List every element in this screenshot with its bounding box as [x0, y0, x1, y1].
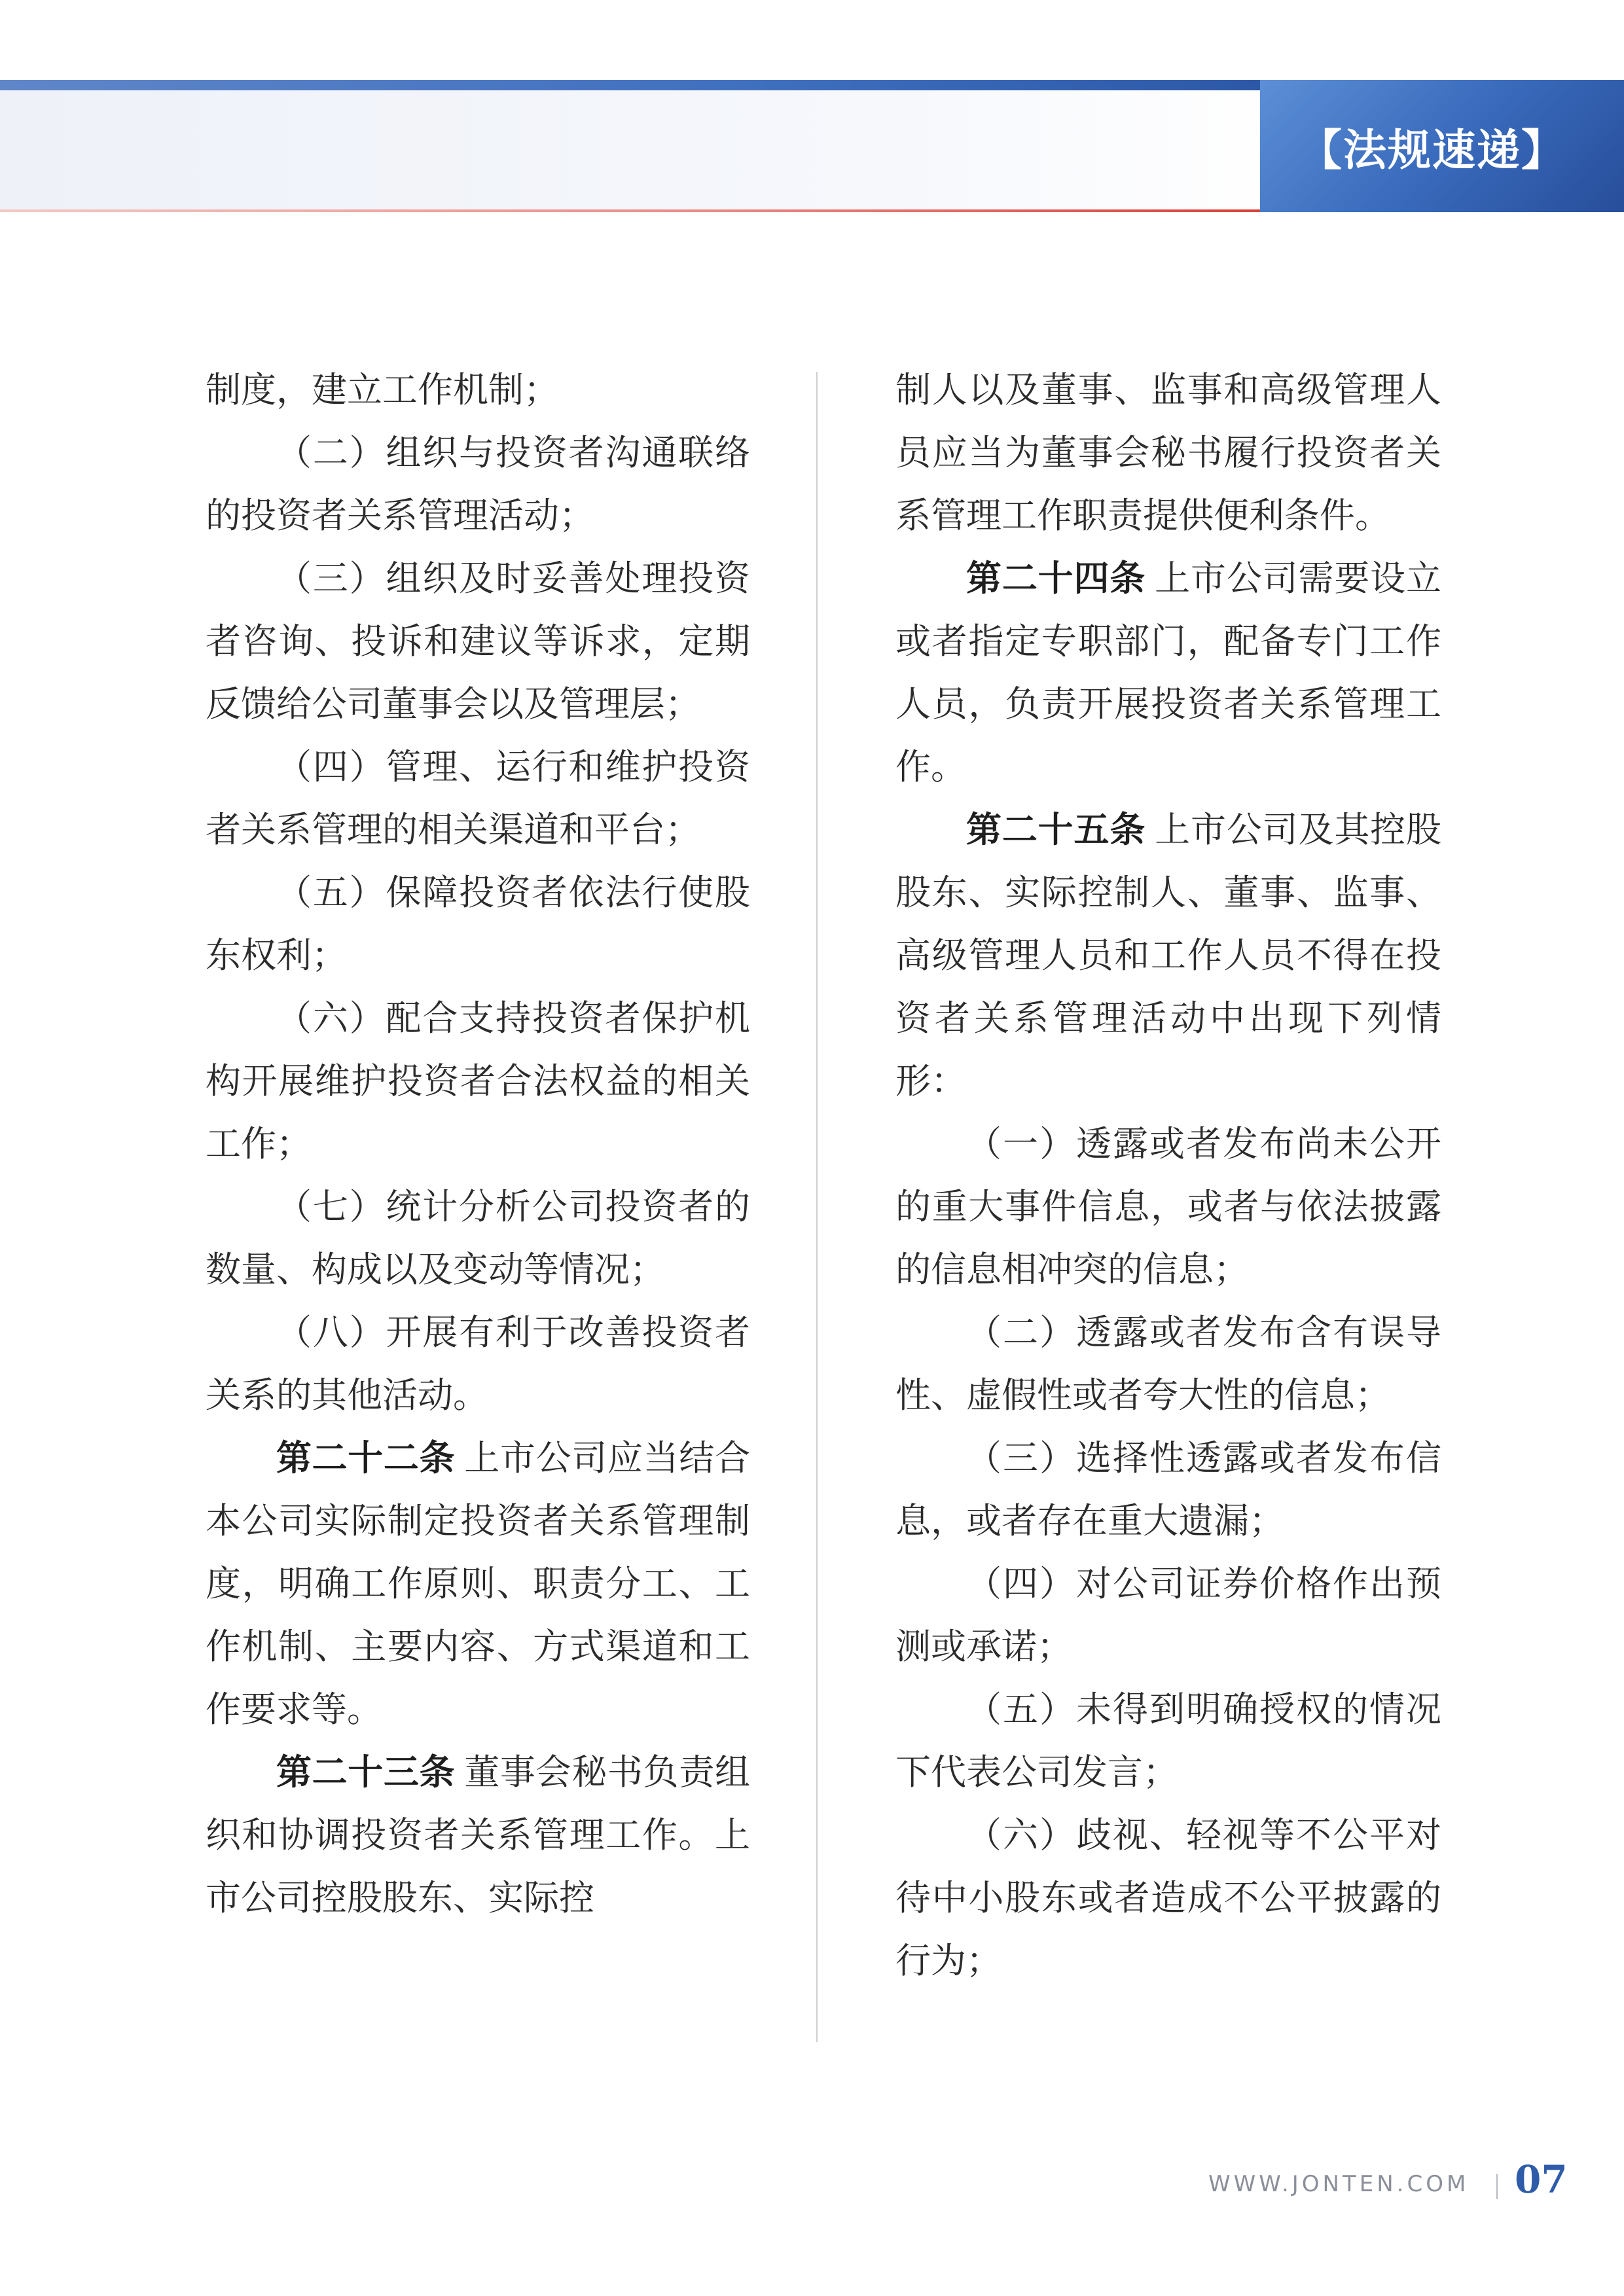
paragraph	[206, 1427, 750, 1741]
paragraph-text: 上市公司应当结合本公司实际制定投资者关系管理制度，明确工作原则、职责分工、工作机制、主要内容、方式渠道和工作要求等。	[206, 1437, 751, 1730]
article-number: 第二十五条	[966, 809, 1146, 850]
paragraph-text: （八）开展有利于改善投资者关系的其他活动。	[206, 1312, 750, 1416]
paragraph-text: 制人以及董事、监事和高级管理人员应当为董事会秘书履行投资者关系管理工作职责提供便利条件。	[895, 369, 1441, 536]
paragraph	[895, 1804, 1441, 1992]
paragraph	[206, 861, 750, 987]
page-number: 07	[1515, 2157, 1568, 2202]
section-title: 【法规速递】	[1299, 124, 1566, 175]
paragraph	[206, 422, 750, 547]
paragraph-text: 董事会秘书负责组织和协调投资者关系管理工作。上市公司控股股东、实际控	[206, 1751, 751, 1918]
paragraph	[895, 1678, 1441, 1804]
paragraph	[206, 1741, 750, 1929]
paragraph-text: （四）对公司证券价格作出预测或承诺；	[895, 1563, 1441, 1667]
paragraph	[206, 736, 750, 861]
right-text-column	[895, 359, 1441, 1992]
paragraph	[895, 1427, 1441, 1552]
paragraph	[895, 359, 1441, 547]
paragraph-text: （五）未得到明确授权的情况下代表公司发言；	[895, 1689, 1441, 1793]
paragraph-text: 上市公司及其控股股东、实际控制人、董事、监事、高级管理人员和工作人员不得在投资者关系管理活动中出现下列情形：	[895, 809, 1442, 1102]
left-text-column	[206, 359, 750, 1929]
paragraph-text: （三）组织及时妥善处理投资者咨询、投诉和建议等诉求，定期反馈给公司董事会以及管理层；	[206, 558, 750, 725]
paragraph	[206, 547, 750, 736]
paragraph	[206, 987, 750, 1175]
paragraph-text: （四）管理、运行和维护投资者关系管理的相关渠道和平台；	[206, 746, 750, 850]
section-tab	[1260, 80, 1624, 212]
header-divider-line	[0, 209, 1260, 212]
paragraph-text: （七）统计分析公司投资者的数量、构成以及变动等情况；	[206, 1186, 750, 1290]
paragraph-text: （五）保障投资者依法行使股东权利；	[206, 872, 750, 976]
paragraph	[206, 1301, 750, 1427]
paragraph-text: 制度，建立工作机制；	[206, 369, 559, 410]
paragraph-text: （二）透露或者发布含有误导性、虚假性或者夸大性的信息；	[895, 1312, 1441, 1416]
footer-separator	[1496, 2174, 1498, 2199]
footer-website: WWW.JONTEN.COM	[1208, 2171, 1470, 2197]
paragraph	[206, 359, 750, 422]
paragraph-text: （六）歧视、轻视等不公平对待中小股东或者造成不公平披露的行为；	[895, 1814, 1441, 1981]
paragraph-text: （一）透露或者发布尚未公开的重大事件信息，或者与依法披露的信息相冲突的信息；	[895, 1123, 1441, 1290]
article-number: 第二十三条	[276, 1751, 456, 1793]
paragraph	[895, 1113, 1441, 1301]
article-number: 第二十二条	[276, 1437, 456, 1479]
paragraph-text: （六）配合支持投资者保护机构开展维护投资者合法权益的相关工作；	[206, 997, 750, 1164]
paragraph	[895, 547, 1441, 798]
paragraph	[206, 1175, 750, 1301]
paragraph-text: 上市公司需要设立或者指定专职部门，配备专门工作人员，负责开展投资者关系管理工作。	[895, 558, 1442, 787]
header-accent-line	[0, 80, 1260, 90]
paragraph	[895, 1552, 1441, 1678]
column-divider	[816, 372, 818, 2042]
paragraph-text: （二）组织与投资者沟通联络的投资者关系管理活动；	[206, 432, 750, 536]
paragraph-text: （三）选择性透露或者发布信息，或者存在重大遗漏；	[895, 1437, 1441, 1541]
paragraph	[895, 1301, 1441, 1427]
article-number: 第二十四条	[966, 558, 1146, 599]
paragraph	[895, 798, 1441, 1113]
